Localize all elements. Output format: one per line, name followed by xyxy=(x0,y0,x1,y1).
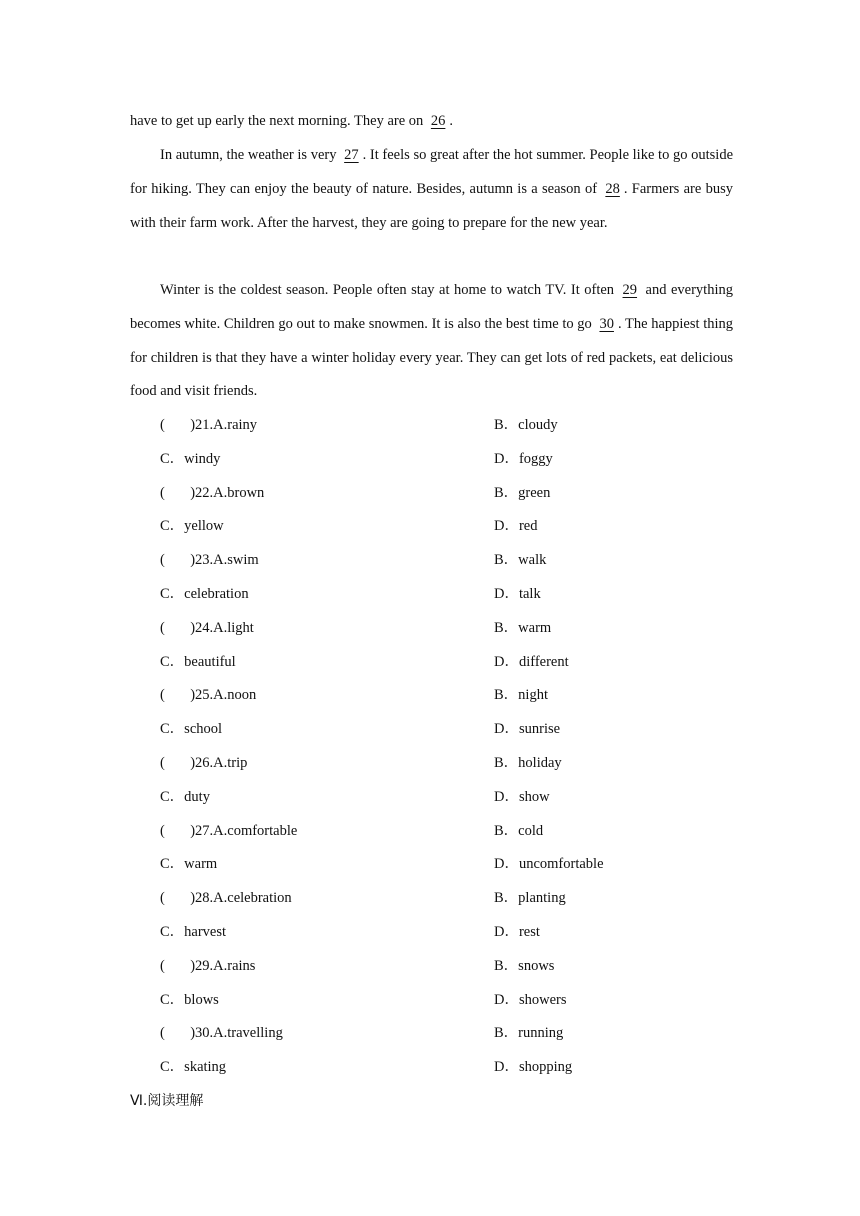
option-left: C．blows xyxy=(160,991,219,1008)
option-row xyxy=(0,510,860,544)
option-left: C．windy xyxy=(160,450,221,467)
option-right: D．shopping xyxy=(494,1059,573,1076)
option-row xyxy=(0,984,860,1018)
option-row xyxy=(0,848,860,882)
option-row xyxy=(0,713,860,747)
option-right: B．cold xyxy=(494,822,544,839)
option-right: B．walk xyxy=(494,552,547,569)
option-right: D．foggy xyxy=(494,450,553,467)
option-left: ( )26.A.trip xyxy=(160,754,248,771)
paragraph-text: . xyxy=(449,113,454,129)
option-left: ( )23.A.swim xyxy=(160,552,259,569)
option-row xyxy=(0,950,860,984)
option-left: C．school xyxy=(160,721,223,738)
option-right: D．rest xyxy=(494,923,540,940)
option-right: B．holiday xyxy=(494,754,562,771)
blank-30: 30 xyxy=(599,315,614,332)
option-row xyxy=(0,443,860,477)
option-right: B．night xyxy=(494,687,548,704)
option-right: B．running xyxy=(494,1025,564,1042)
option-left: ( )22.A.brown xyxy=(160,484,265,501)
option-left: C．warm xyxy=(160,856,218,873)
paragraph-text: . It feels so great after the hot summer. People like to go outside for hiking. They can enjoy the beauty of nature. Besides, autumn is a season of xyxy=(130,147,734,197)
paragraph-text: have to get up early the next morning. They are on xyxy=(130,113,427,129)
paragraph-text: In autumn, the weather is very xyxy=(160,147,341,163)
option-left: C．beautiful xyxy=(160,653,236,670)
option-right: D．showers xyxy=(494,991,567,1008)
option-row xyxy=(0,781,860,815)
option-row xyxy=(0,612,860,646)
option-right: B．green xyxy=(494,484,551,501)
blank-29: 29 xyxy=(622,282,638,298)
option-row xyxy=(0,679,860,713)
option-left: C．harvest xyxy=(160,923,227,940)
option-row xyxy=(0,882,860,916)
option-left: ( )25.A.noon xyxy=(160,687,257,704)
option-right: B．cloudy xyxy=(494,417,558,433)
option-right: D．sunrise xyxy=(494,721,561,738)
option-right: B．snows xyxy=(494,957,555,974)
option-row xyxy=(0,477,860,511)
option-row xyxy=(0,916,860,950)
option-left: ( )30.A.travelling xyxy=(160,1025,283,1042)
blank-28: 28 xyxy=(605,180,620,197)
option-right: D．show xyxy=(494,788,550,805)
option-left: ( )29.A.rains xyxy=(160,957,256,974)
option-right: D．red xyxy=(494,518,538,535)
option-row xyxy=(0,815,860,849)
passage-paragraph-1 xyxy=(130,105,733,139)
option-right: D．different xyxy=(494,653,569,670)
passage-paragraph-winter xyxy=(130,274,733,409)
option-left: ( )24.A.light xyxy=(160,619,254,636)
paragraph-text: and everything becomes white. Children go out to make snowmen. It is also the best time to go xyxy=(130,282,733,332)
paragraph-text: . Farmers are busy with their farm work. After the harvest, they are going to prepare for the new year. xyxy=(130,180,733,231)
option-row xyxy=(0,578,860,612)
option-row xyxy=(0,646,860,680)
blank-26: 26 xyxy=(430,113,446,129)
option-row xyxy=(0,1051,860,1085)
blank-27: 27 xyxy=(344,147,359,163)
passage-paragraph-autumn xyxy=(130,139,733,240)
option-right: D．talk xyxy=(494,585,541,602)
option-row xyxy=(0,544,860,578)
answer-options-list xyxy=(0,409,860,1085)
option-right: B．warm xyxy=(494,619,552,636)
option-left: C．skating xyxy=(160,1059,227,1076)
section-heading: Ⅵ.阅读理解 xyxy=(130,1093,204,1109)
option-right: D．uncomfortable xyxy=(494,856,604,873)
option-row xyxy=(0,747,860,781)
option-left: ( )27.A.comfortable xyxy=(160,822,298,839)
option-left: ( )28.A.celebration xyxy=(160,890,292,907)
option-right: B．planting xyxy=(494,890,566,907)
option-row xyxy=(0,409,860,443)
option-row xyxy=(0,1017,860,1051)
option-left: C．yellow xyxy=(160,518,224,535)
option-left: ( )21.A.rainy xyxy=(160,417,258,433)
paragraph-text: Winter is the coldest season. People often stay at home to watch TV. It often xyxy=(160,282,619,298)
paragraph-text: . The happiest thing for children is that they have a winter holiday every year. They can get lots of red packets, eat delicious food and visit friends. xyxy=(130,315,733,400)
option-left: C．celebration xyxy=(160,585,249,602)
option-left: C．duty xyxy=(160,788,210,805)
